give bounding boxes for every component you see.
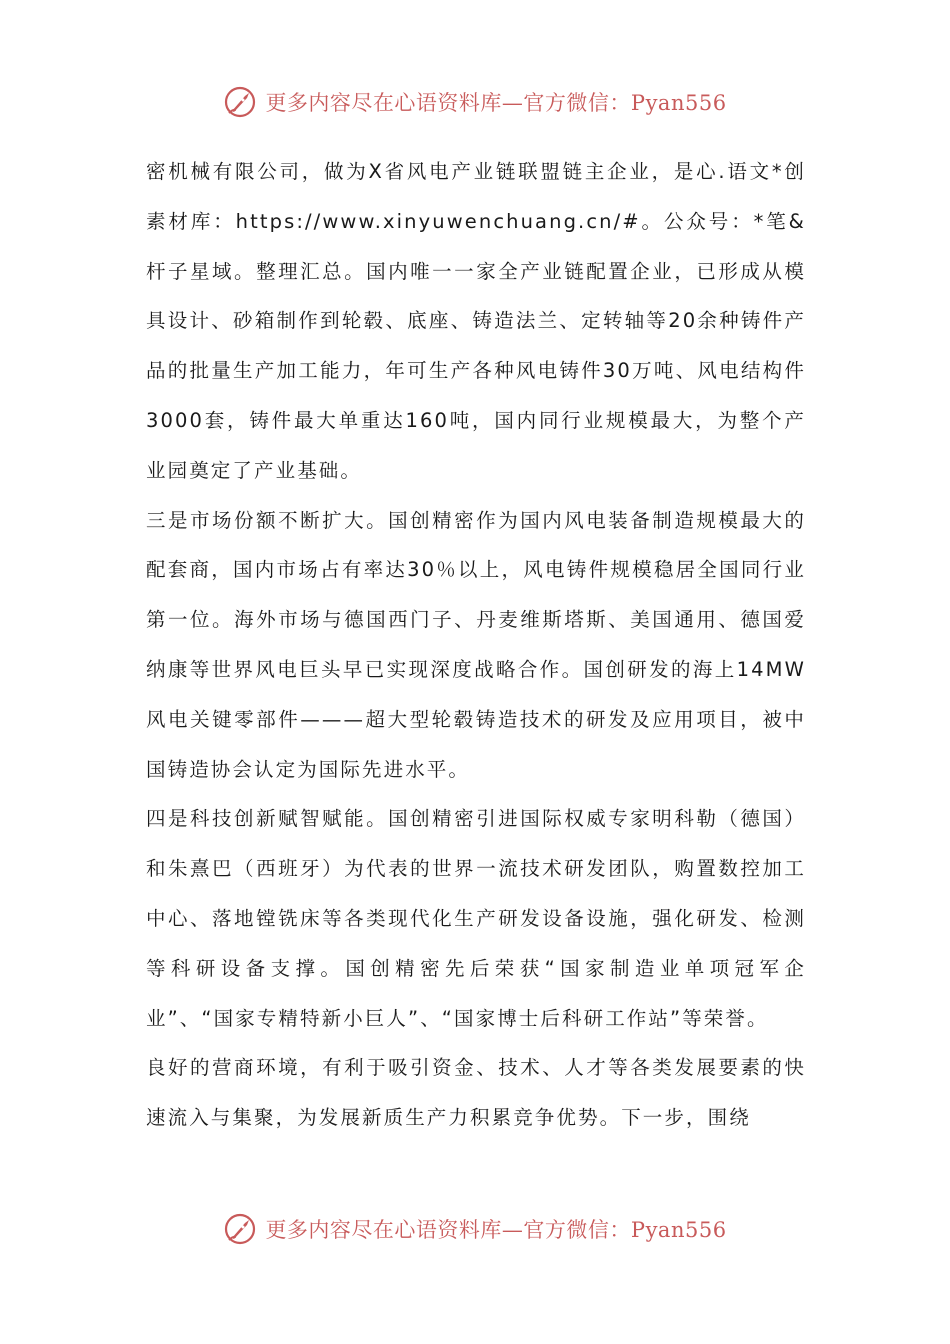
paragraph-4: 良好的营商环境，有利于吸引资金、技术、人才等各类发展要素的快速流入与集聚，为发展新质生产力积累竞争优势。下一步，围绕 [146,1056,806,1130]
paragraph-3: 四是科技创新赋智赋能。国创精密引进国际权威专家明科勒（德国）和朱熹巴（西班牙）为代表的世界一流技术研发团队，购置数控加工中心、落地镗铣床等各类现代化生产研发设备设施，强化研发、检测等科研设备支撑。国创精密先后荣获“国家制造业单项冠军企业”、“国家专精特新小巨人”、“国家博士后科研工作站”等荣誉。 [146,807,806,1030]
document-body [146,147,806,1143]
pen-nib-logo-icon [223,85,257,119]
footer-banner-text: 更多内容尽在心语资料库—官方微信：Pyan556 [265,1218,727,1242]
header-banner-text: 更多内容尽在心语资料库—官方微信：Pyan556 [265,91,727,115]
paragraph-2: 三是市场份额不断扩大。国创精密作为国内风电装备制造规模最大的配套商，国内市场占有率达30％以上，风电铸件规模稳居全国同行业第一位。海外市场与德国西门子、丹麦维斯塔斯、美国通用、德国爱纳康等世界风电巨头早已实现深度战略合作。国创研发的海上14MW风电关键零部件———超大型轮毂铸造技术的研发及应用项目，被中国铸造协会认定为国际先进水平。 [146,508,806,781]
paragraph-1: 密机械有限公司，做为X省风电产业链联盟链主企业，是心.语文*创素材库：https://www.xinyuwenchuang.cn/#。公众号：*笔&杆子星域。整理汇总。国内唯一一家全产业链配置企业，已形成从模具设计、砂箱制作到轮毂、底座、铸造法兰、定转轴等20余种铸件产品的批量生产加工能力，年可生产各种风电铸件30万吨、风电结构件3000套，铸件最大单重达160吨，国内同行业规模最大，为整个产业园奠定了产业基础。 [146,160,806,482]
pen-nib-logo-icon [223,1212,257,1246]
footer-banner [0,1209,950,1249]
header-banner [0,82,950,122]
